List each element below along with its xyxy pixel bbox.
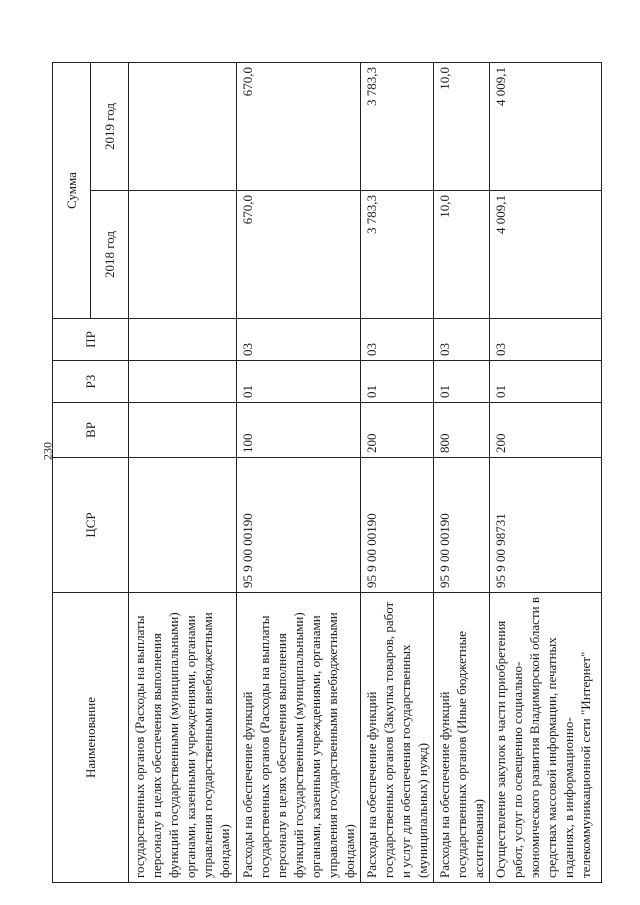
row-name: Расходы на обеспечение функций государственных органов (Закупка товаров, работ и услуг для обеспечения государственных (муниципальных) нужд) — [361, 593, 434, 883]
row-csr: 95 9 00 98731 — [490, 458, 602, 593]
header-rz: РЗ — [53, 361, 129, 403]
row-vr — [129, 403, 237, 458]
row-csr: 95 9 00 00190 — [434, 458, 490, 593]
header-row — [53, 63, 91, 883]
row-rz — [129, 361, 237, 403]
row-2019 — [129, 63, 237, 191]
row-vr: 200 — [361, 403, 434, 458]
table-row — [129, 63, 237, 883]
row-pr: 03 — [490, 319, 602, 361]
row-2019: 4 009,1 — [490, 63, 602, 191]
header-pr: ПР — [53, 319, 129, 361]
row-name: Расходы на обеспечение функций государственных органов (Расходы на выплаты персоналу в целях обеспечения выполнения функций государственными (муниципальными) органами, казенными учреждениями, органами управления государственными внебюджетными фондами) — [237, 593, 361, 883]
row-2018: 3 783,3 — [361, 191, 434, 319]
header-2018: 2018 год — [91, 191, 129, 319]
row-pr: 03 — [361, 319, 434, 361]
row-pr: 03 — [434, 319, 490, 361]
row-2018 — [129, 191, 237, 319]
row-vr: 200 — [490, 403, 602, 458]
table-row — [237, 63, 361, 883]
header-2019: 2019 год — [91, 63, 129, 191]
header-name: Наименование — [53, 593, 129, 883]
row-rz: 01 — [490, 361, 602, 403]
row-name: Осуществление закупок в части приобретения работ, услуг по освещению социально-экономического развития Владимирской области в средствах массовой информации, печатных изданиях, в информационно-телекоммуникационной сети "Интернет" — [490, 593, 602, 883]
row-name: государственных органов (Расходы на выплаты персоналу в целях обеспечения выполнения функций государственными (муниципальными) органами, казенными учреждениями, органами управления государственными внебюджетными фондами) — [129, 593, 237, 883]
row-rz: 01 — [434, 361, 490, 403]
rotated-page — [52, 63, 594, 883]
row-2019: 670,0 — [237, 63, 361, 191]
row-vr: 100 — [237, 403, 361, 458]
row-vr: 800 — [434, 403, 490, 458]
table-row — [361, 63, 434, 883]
row-csr — [129, 458, 237, 593]
row-name: Расходы на обеспечение функций государственных органов (Иные бюджетные ассигнования) — [434, 593, 490, 883]
row-pr — [129, 319, 237, 361]
row-2018: 10,0 — [434, 191, 490, 319]
budget-table — [52, 62, 602, 883]
row-pr: 03 — [237, 319, 361, 361]
row-csr: 95 9 00 00190 — [237, 458, 361, 593]
row-2018: 4 009,1 — [490, 191, 602, 319]
row-csr: 95 9 00 00190 — [361, 458, 434, 593]
header-csr: ЦСР — [53, 458, 129, 593]
row-2018: 670,0 — [237, 191, 361, 319]
header-sum: Сумма — [53, 63, 91, 319]
row-2019: 10,0 — [434, 63, 490, 191]
table-row — [490, 63, 602, 883]
row-rz: 01 — [237, 361, 361, 403]
row-2019: 3 783,3 — [361, 63, 434, 191]
row-rz: 01 — [361, 361, 434, 403]
page-number: 230 — [40, 442, 55, 460]
table-row — [434, 63, 490, 883]
header-vr: ВР — [53, 403, 129, 458]
